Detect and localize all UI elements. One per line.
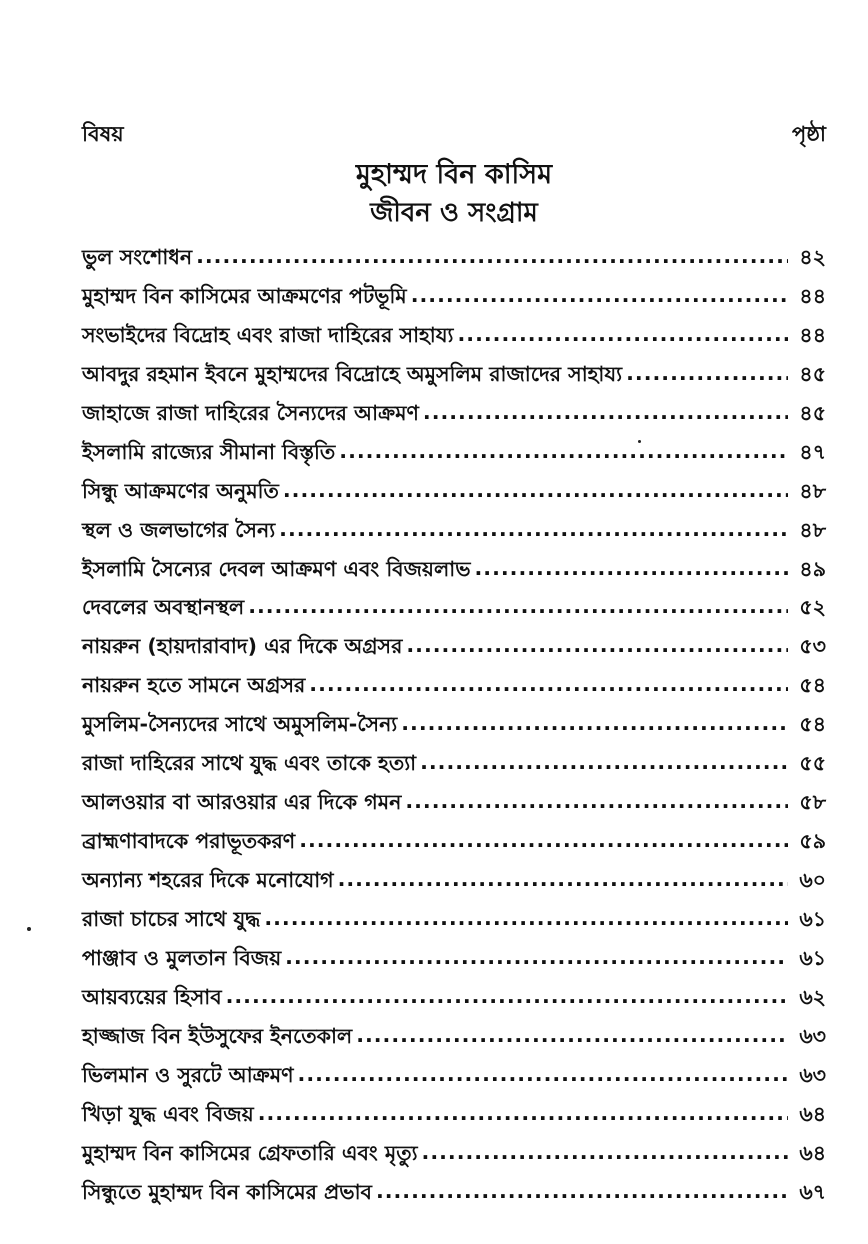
dot-leader bbox=[376, 1179, 788, 1203]
dot-leader bbox=[248, 594, 788, 618]
toc-entry-page: ৪৪ bbox=[799, 322, 826, 347]
toc-entry-title: রাজা দাহিরের সাথে যুদ্ধ এবং তাকে হত্যা bbox=[82, 751, 417, 776]
section-subtitle: জীবন ও সংগ্রাম bbox=[370, 198, 538, 228]
dot-leader bbox=[422, 1140, 788, 1164]
dot-leader bbox=[285, 945, 788, 969]
toc-entry bbox=[82, 904, 826, 943]
toc-entry-title: নায়রুন (হায়দারাবাদ) এর দিকে অগ্রসর bbox=[82, 634, 403, 659]
dot-leader bbox=[423, 400, 788, 424]
toc-entry bbox=[82, 1138, 826, 1177]
toc-entry-page: ৬৩ bbox=[799, 1062, 826, 1087]
toc-entry-page: ৫৯ bbox=[799, 829, 826, 854]
toc-entry-title: মুহাম্মদ বিন কাসিমের গ্রেফতারি এবং মৃত্যু bbox=[82, 1140, 418, 1165]
toc-entry-title: আবদুর রহমান ইবনে মুহাম্মদের বিদ্রোহে অমুসলিম রাজাদের সাহায্য bbox=[82, 361, 623, 386]
toc-entry-title: মুহাম্মদ বিন কাসিমের আক্রমণের পটভূমি bbox=[82, 283, 407, 308]
subject-column-label: বিষয় bbox=[82, 122, 124, 146]
toc-entry-title: সিন্ধুতে মুহাম্মদ বিন কাসিমের প্রভাব bbox=[82, 1179, 372, 1204]
toc-entry-title: সিন্ধু আক্রমণের অনুমতি bbox=[82, 478, 279, 503]
toc-entry bbox=[82, 748, 826, 787]
toc-entry-page: ৫৪ bbox=[799, 673, 826, 698]
toc-entry-page: ৪৪ bbox=[799, 283, 826, 308]
toc-entry-page: ৫২ bbox=[799, 595, 826, 620]
toc-entry bbox=[82, 554, 826, 593]
toc-entry bbox=[82, 398, 826, 437]
toc-entry bbox=[82, 982, 826, 1021]
dot-leader bbox=[339, 439, 788, 463]
toc-entry-title: মুসলিম-সৈন্যদের সাথে অমুসলিম-সৈন্য bbox=[82, 712, 398, 737]
table-of-contents bbox=[82, 242, 826, 1215]
toc-entry-page: ৬২ bbox=[799, 984, 826, 1009]
print-speck bbox=[27, 927, 31, 931]
toc-entry bbox=[82, 515, 826, 554]
column-header bbox=[82, 118, 826, 152]
toc-entry-page: ৬৩ bbox=[799, 1023, 826, 1048]
toc-entry-page: ৪২ bbox=[799, 245, 826, 269]
toc-entry bbox=[82, 787, 826, 826]
toc-entry-page: ৫৪ bbox=[799, 712, 826, 737]
page-column-label: পৃষ্ঠা bbox=[791, 122, 826, 146]
dot-leader bbox=[401, 711, 788, 735]
dot-leader bbox=[283, 478, 788, 502]
toc-entry-page: ৫৩ bbox=[799, 634, 826, 659]
toc-entry-title: সংভাইদের বিদ্রোহ এবং রাজা দাহিরের সাহায্য bbox=[82, 322, 454, 347]
toc-entry-title: খিড়া যুদ্ধ এবং বিজয় bbox=[82, 1101, 254, 1126]
toc-entry-title: ইসলামি রাজ্যের সীমানা বিস্তৃতি bbox=[82, 439, 336, 464]
toc-entry-page: ৬০ bbox=[799, 868, 826, 892]
dot-leader bbox=[258, 1101, 788, 1125]
toc-entry bbox=[82, 826, 826, 865]
toc-entry-title: ইসলামি সৈন্যের দেবল আক্রমণ এবং বিজয়লাভ bbox=[82, 556, 471, 581]
toc-entry-page: ৪৮ bbox=[799, 478, 826, 503]
toc-entry bbox=[82, 865, 826, 904]
toc-entry-page: ৪৫ bbox=[799, 400, 826, 425]
toc-entry-page: ৫৫ bbox=[799, 751, 826, 776]
dot-leader bbox=[264, 906, 788, 930]
toc-entry-title: রাজা চাচের সাথে যুদ্ধ bbox=[82, 906, 261, 931]
dot-leader bbox=[196, 244, 788, 268]
toc-entry bbox=[82, 320, 826, 359]
toc-entry-title: পাঞ্জাব ও মুলতান বিজয় bbox=[82, 945, 282, 970]
toc-entry bbox=[82, 1021, 826, 1060]
dot-leader bbox=[298, 1062, 788, 1086]
section-heading bbox=[0, 156, 868, 232]
toc-entry-page: ৪৯ bbox=[799, 556, 826, 581]
toc-entry bbox=[82, 631, 826, 670]
toc-entry bbox=[82, 592, 826, 631]
toc-entry-title: আয়ব্যয়ের হিসাব bbox=[82, 984, 222, 1009]
dot-leader bbox=[406, 633, 788, 657]
toc-entry-page: ৬১ bbox=[799, 906, 826, 931]
dot-leader bbox=[338, 867, 788, 891]
dot-leader bbox=[458, 322, 789, 346]
toc-entry-page: ৪৮ bbox=[799, 517, 826, 542]
toc-entry-title: আলওয়ার বা আরওয়ার এর দিকে গমন bbox=[82, 790, 402, 815]
toc-entry-title: নায়রুন হতে সামনে অগ্রসর bbox=[82, 673, 306, 698]
toc-entry-page: ৬১ bbox=[799, 945, 826, 970]
dot-leader bbox=[279, 517, 788, 541]
toc-entry-title: ভুল সংশোধন bbox=[82, 245, 193, 269]
toc-entry-page: ৬৪ bbox=[799, 1101, 826, 1126]
toc-entry bbox=[82, 709, 826, 748]
toc-entry-page: ৪৫ bbox=[799, 361, 826, 386]
toc-entry-title: জাহাজে রাজা দাহিরের সৈন্যদের আক্রমণ bbox=[82, 400, 419, 425]
dot-leader bbox=[226, 984, 788, 1008]
toc-entry bbox=[82, 943, 826, 982]
toc-entry-page: ৫৮ bbox=[799, 790, 826, 815]
section-title: মুহাম্মদ বিন কাসিম bbox=[355, 159, 553, 190]
dot-leader bbox=[309, 672, 788, 696]
dot-leader bbox=[420, 750, 788, 774]
toc-entry-title: ব্রাহ্মণাবাদকে পরাভূতকরণ bbox=[82, 829, 296, 854]
dot-leader bbox=[405, 789, 788, 813]
toc-entry bbox=[82, 437, 826, 476]
toc-entry-page: ৪৭ bbox=[799, 439, 826, 464]
toc-entry-title: স্থল ও জলভাগের সৈন্য bbox=[82, 517, 276, 542]
toc-entry bbox=[82, 1060, 826, 1099]
toc-entry bbox=[82, 1177, 826, 1216]
toc-entry bbox=[82, 359, 826, 398]
toc-entry-title: দেবলের অবস্থানস্থল bbox=[82, 595, 245, 620]
dot-leader bbox=[299, 828, 788, 852]
print-speck bbox=[638, 440, 641, 443]
dot-leader bbox=[475, 556, 788, 580]
toc-entry bbox=[82, 281, 826, 320]
dot-leader bbox=[411, 283, 788, 307]
toc-entry-page: ৬৪ bbox=[799, 1140, 826, 1165]
toc-entry bbox=[82, 670, 826, 709]
toc-entry bbox=[82, 476, 826, 515]
toc-entry-title: হাজ্জাজ বিন ইউসুফের ইনতেকাল bbox=[82, 1023, 353, 1048]
toc-entry-title: ভিলমান ও সুরটে আক্রমণ bbox=[82, 1062, 294, 1087]
dot-leader bbox=[356, 1023, 788, 1047]
toc-entry-page: ৬৭ bbox=[799, 1179, 826, 1204]
dot-leader bbox=[626, 361, 788, 385]
toc-entry bbox=[82, 1099, 826, 1138]
toc-entry bbox=[82, 242, 826, 281]
toc-entry-title: অন্যান্য শহরের দিকে মনোযোগ bbox=[82, 868, 334, 892]
